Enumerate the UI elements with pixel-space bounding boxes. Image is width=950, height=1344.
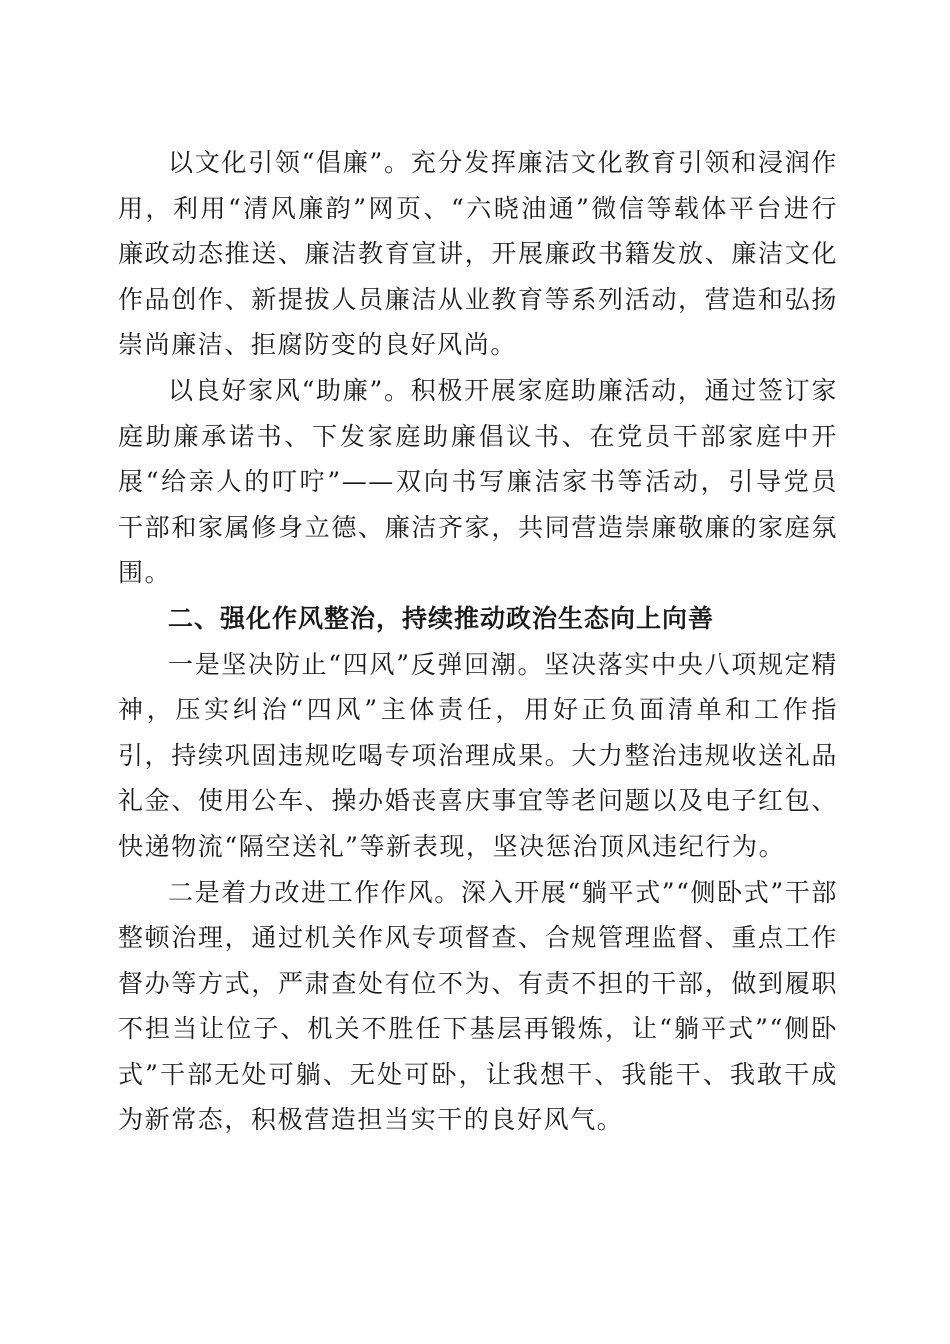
section-heading-style-rectification: 二、强化作风整治，持续推动政治生态向上向善	[168, 603, 715, 633]
document-page	[118, 140, 838, 1143]
paragraph-culture-promote-integrity: 以文化引领“倡廉”。充分发挥廉洁文化教育引领和浸润作用，利用“清风廉韵”网页、“六晓油通”微信等载体平台进行廉政动态推送、廉洁教育宣讲，开展廉政书籍发放、廉洁文化作品创作、新提拔人员廉洁从业教育等系列活动，营造和弘扬崇尚廉洁、拒腐防变的良好风尚。	[118, 148, 838, 360]
paragraph-improve-work-style: 二是着力改进工作作风。深入开展“躺平式”“侧卧式”干部整顿治理，通过机关作风专项督查、合规管理监督、重点工作督办等方式，严肃查处有位不为、有责不担的干部，做到履职不担当让位子、机关不胜任下基层再锻炼，让“躺平式”“侧卧式”干部无处可躺、无处可卧，让我想干、我能干、我敢干成为新常态，积极营造担当实干的良好风气。	[118, 877, 838, 1135]
paragraph-prevent-four-winds: 一是坚决防止“四风”反弹回潮。坚决落实中央八项规定精神，压实纠治“四风”主体责任，用好正负面清单和工作指引，持续巩固违规吃喝专项治理成果。大力整治违规收送礼品礼金、使用公车、操办婚丧喜庆事宜等老问题以及电子红包、快递物流“隔空送礼”等新表现，坚决惩治顶风违纪行为。	[118, 649, 838, 861]
paragraph-family-style-assist-integrity: 以良好家风“助廉”。积极开展家庭助廉活动，通过签订家庭助廉承诺书、下发家庭助廉倡议书、在党员干部家庭中开展“给亲人的叮咛”——双向书写廉洁家书等活动，引导党员干部和家属修身立德、廉洁齐家，共同营造崇廉敬廉的家庭氛围。	[118, 375, 838, 588]
